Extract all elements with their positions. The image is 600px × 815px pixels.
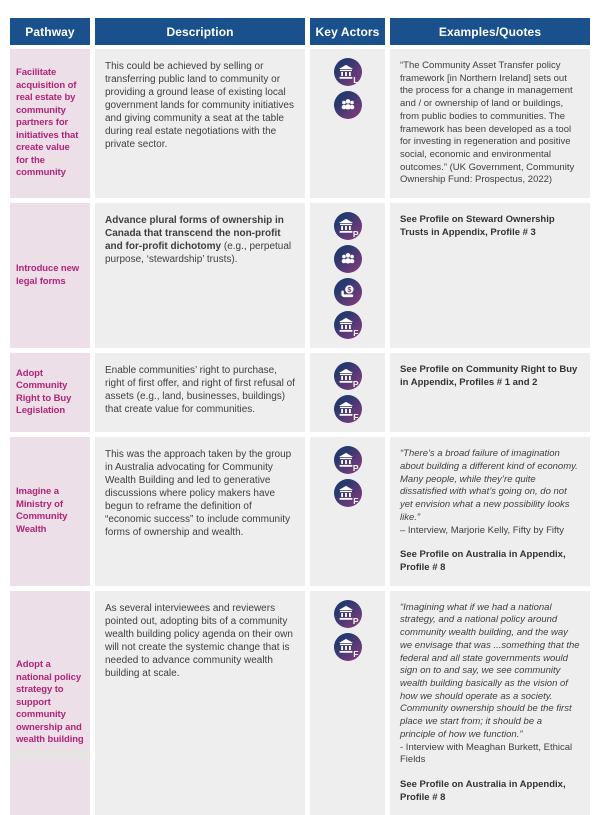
see-profile-text: See Profile on Australia in Appendix, Profile # 8 <box>400 549 566 573</box>
institution-building-icon <box>334 212 362 240</box>
institution-letter: F <box>353 495 359 506</box>
examples-cell <box>390 437 590 585</box>
see-profile-text: See Profile on Steward Ownership Trusts in Appendix, Profile # 3 <box>400 214 555 238</box>
quote-text: “Imagining what if we had a national strategy, and a national policy around community wealth building, and the way we envisage that was ...something that the federal and all state governments would sign on to and say, we see community wealth building basically as the vision of how we should operate as a society. Community ownership should be the first place we start from; it should be a principle of how we function.” <box>400 601 580 740</box>
examples-cell <box>390 591 590 815</box>
pathway-cell: Introduce new legal forms <box>10 203 90 348</box>
table-header-row <box>10 18 590 45</box>
description-cell <box>95 49 305 198</box>
institution-letter: L <box>353 74 359 85</box>
description-text: As several interviewees and reviewers pointed out, adopting bits of a community wealth building policy agenda on their own will not create the systemic change that is needed to advance community wealth building at scale. <box>105 602 293 679</box>
hand-money-icon <box>334 278 362 306</box>
institution-building-icon <box>334 311 362 339</box>
description-text: This could be achieved by selling or transferring public land to community or providing a ground lease of existing local government lands for community initiatives and giving community a seat at the table during real estate negotiations with the private sector. <box>105 61 294 150</box>
institution-building-icon <box>334 633 362 661</box>
pathways-table <box>10 18 590 815</box>
people-group-icon <box>334 245 362 273</box>
key-actors-cell <box>310 49 385 198</box>
description-cell <box>95 353 305 432</box>
institution-letter: P <box>352 462 359 473</box>
institution-building-icon <box>334 362 362 390</box>
institution-letter: F <box>353 411 359 422</box>
quote-attribution: – Interview, Marjorie Kelly, Fifty by Fifty <box>400 524 565 536</box>
description-text: (e.g., perpetual purpose, ‘stewardship’ trusts). <box>105 241 292 266</box>
table-row <box>10 353 590 432</box>
description-text: This was the approach taken by the group in Australia advocating for Community Wealth Building and led to generative discussions where policy makers have begun to reframe the definition of “economic success” to include community forms of ownership and wealth. <box>105 449 292 539</box>
institution-letter: P <box>352 616 359 627</box>
institution-letter: P <box>352 378 359 389</box>
examples-cell <box>390 203 590 348</box>
pathway-cell: Adopt a national policy strategy to support community ownership and wealth building <box>10 591 90 815</box>
institution-letter: F <box>353 327 359 338</box>
people-group-icon <box>334 91 362 119</box>
next-page-cell-edge <box>10 750 89 759</box>
key-actors-cell <box>310 353 385 432</box>
description-cell <box>95 203 305 348</box>
quote-text: “There’s a broad failure of imagination about building a different kind of economy. Many people, while they’re quite dissatisfied with what’s going on, do not yet envision what a new possibility looks like.” <box>400 448 578 523</box>
quote-text: “The Community Asset Transfer policy framework [in Northern Ireland] sets out the process for a change in management and / or ownership of land or buildings, from public bodies to communities. The framework has been developed as a tool for investing in regeneration and positive social, economic and environmental outcomes.” (UK Government, Community Ownership Fund: Prospectus, 2022) <box>400 60 575 186</box>
table-row <box>10 591 590 815</box>
examples-cell <box>390 49 590 198</box>
examples-cell <box>390 353 590 432</box>
pathway-cell: Facilitate acquisition of real estate by community partners for initiatives that create value for the community <box>10 49 90 198</box>
key-actors-cell <box>310 203 385 348</box>
institution-building-icon <box>334 479 362 507</box>
institution-building-icon <box>334 446 362 474</box>
description-text: Enable communities’ right to purchase, right of first offer, and right of first refusal of assets (e.g., land, businesses, buildings) that create value for communities. <box>105 365 295 416</box>
quote-attribution: - Interview with Meaghan Burkett, Ethical Fields <box>400 741 573 766</box>
description-bold-text: Advance plural forms of ownership in Canada that transcend the non-profit and for-profit dichotomy <box>105 215 284 253</box>
institution-building-icon <box>334 58 362 86</box>
key-actors-cell <box>310 591 385 815</box>
description-cell <box>95 437 305 585</box>
header-pathway: Pathway <box>10 18 90 45</box>
institution-building-icon <box>334 395 362 423</box>
institution-building-icon <box>334 600 362 628</box>
table-row <box>10 49 590 198</box>
see-profile-text: See Profile on Community Right to Buy in Appendix, Profiles # 1 and 2 <box>400 364 578 388</box>
institution-letter: F <box>353 649 359 660</box>
header-description: Description <box>95 18 305 45</box>
table-row <box>10 437 590 585</box>
pathway-cell: Imagine a Ministry of Community Wealth <box>10 437 90 585</box>
header-key-actors: Key Actors <box>310 18 385 45</box>
institution-letter: P <box>352 228 359 239</box>
description-cell <box>95 591 305 815</box>
see-profile-text: See Profile on Australia in Appendix, Profile # 8 <box>400 779 566 803</box>
key-actors-cell <box>310 437 385 585</box>
table-row <box>10 203 590 348</box>
pathway-cell: Adopt Community Right to Buy Legislation <box>10 353 90 432</box>
header-examples-quotes: Examples/Quotes <box>390 18 590 45</box>
